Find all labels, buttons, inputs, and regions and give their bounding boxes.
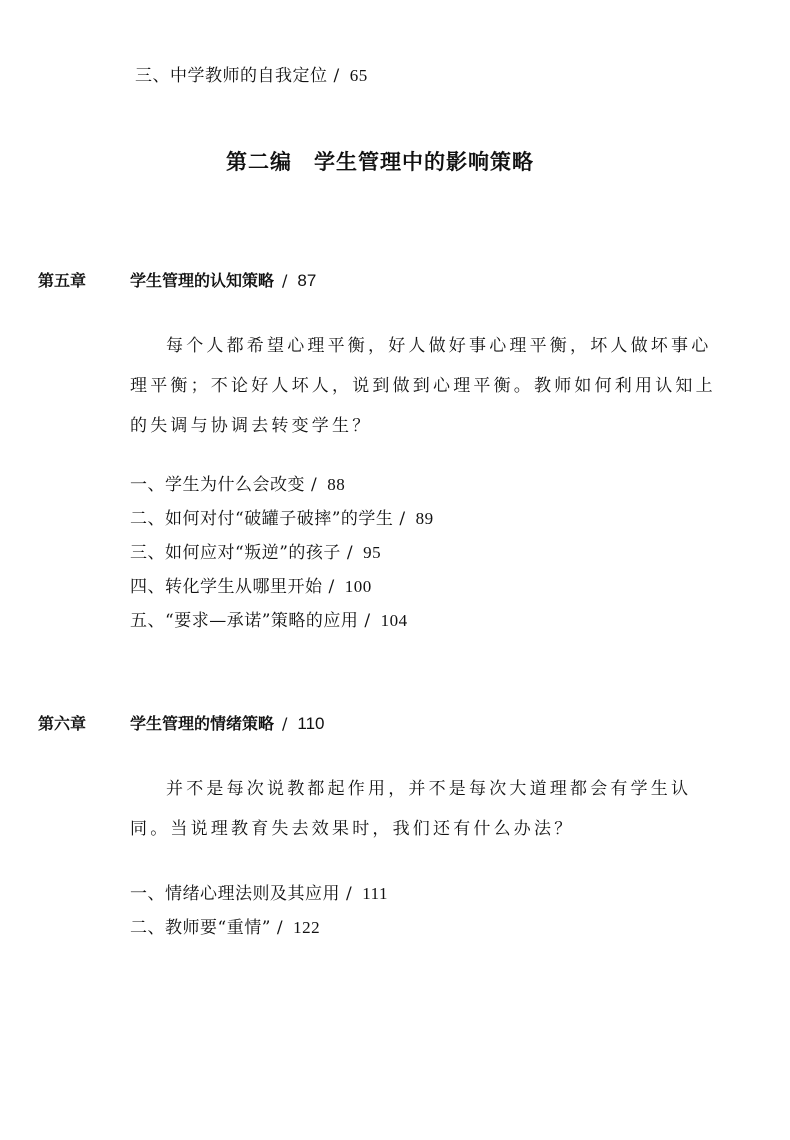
toc-entry-section[interactable] <box>130 475 345 495</box>
section-title: 二、教师要“重情” <box>130 918 271 938</box>
section-page: 111 <box>362 884 388 903</box>
section-page: 88 <box>327 475 346 494</box>
chapter-5-intro: 每个人都希望心理平衡，好人做好事心理平衡，坏人做坏事心理平衡；不论好人坏人，说到做到心理平衡。教师如何利用认知上的失调与协调去转变学生？ <box>130 336 716 436</box>
section-title: 三、如何应对“叛逆”的孩子 <box>130 543 341 563</box>
toc-entry-slash: / <box>333 66 340 86</box>
section-slash: / <box>364 611 371 631</box>
chapter-title: 学生管理的情绪策略 <box>130 714 275 733</box>
toc-entry-section[interactable] <box>130 509 434 529</box>
section-slash: / <box>276 918 284 938</box>
chapter-page: 87 <box>297 271 317 290</box>
toc-entry-self-positioning[interactable] <box>135 66 368 86</box>
section-title: 一、学生为什么会改变 <box>130 475 305 495</box>
section-title: 四、转化学生从哪里开始 <box>130 577 323 597</box>
chapter-label: 第五章 <box>38 271 87 290</box>
part-label: 第二编 <box>226 150 292 174</box>
section-slash: / <box>399 509 406 529</box>
chapter-label: 第六章 <box>38 714 87 733</box>
chapter-title-group <box>130 714 325 734</box>
chapter-6-intro: 并不是每次说教都起作用，并不是每次大道理都会有学生认同。当说理教育失去效果时，我们还有什么办法？ <box>130 779 692 839</box>
section-page: 100 <box>344 577 372 596</box>
section-slash: / <box>328 577 335 597</box>
chapter-title-group <box>130 271 316 291</box>
section-slash: / <box>346 543 354 563</box>
chapter-slash: / <box>282 271 288 290</box>
section-page: 95 <box>363 543 382 562</box>
toc-entry-section[interactable] <box>130 577 372 597</box>
part-title: 学生管理中的影响策略 <box>314 150 534 174</box>
toc-entry-section[interactable] <box>130 884 388 904</box>
chapter-title: 学生管理的认知策略 <box>130 271 275 290</box>
section-page: 122 <box>293 918 321 937</box>
toc-entry-section[interactable] <box>130 918 320 938</box>
section-title: 二、如何对付“破罐子破摔”的学生 <box>130 509 394 529</box>
section-slash: / <box>311 475 318 495</box>
chapter-page: 110 <box>297 714 325 733</box>
chapter-5-heading[interactable] <box>38 271 438 291</box>
chapter-6-heading[interactable] <box>38 714 438 734</box>
section-page: 89 <box>415 509 434 528</box>
section-page: 104 <box>380 611 408 630</box>
toc-entry-section[interactable] <box>130 611 408 631</box>
toc-entry-page: 65 <box>349 66 368 85</box>
toc-entry-section[interactable] <box>130 543 381 563</box>
section-title: 五、“要求—承诺”策略的应用 <box>130 611 359 631</box>
part-heading <box>0 146 760 176</box>
toc-entry-title: 三、中学教师的自我定位 <box>135 66 328 86</box>
section-title: 一、情绪心理法则及其应用 <box>130 884 340 904</box>
chapter-slash: / <box>282 714 288 733</box>
section-slash: / <box>346 884 353 904</box>
